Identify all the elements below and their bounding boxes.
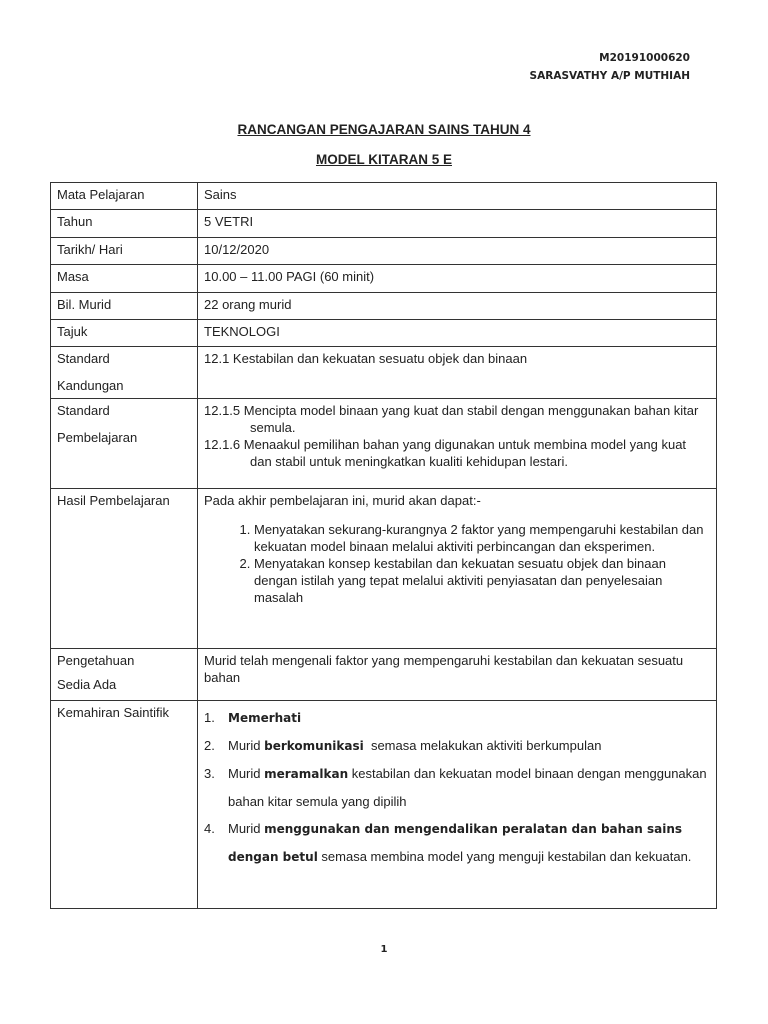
list-item [204,732,710,760]
label-pengetahuan [51,649,198,701]
value-bil-murid: 22 orang murid [198,293,717,320]
value-hasil-pembelajaran [198,489,717,649]
table-row [51,649,717,701]
table-row [51,347,717,399]
item-text-bold: menggunakan dan mengendalikan peralatan dan bahan sains dengan betul [228,822,683,864]
value-standard-kandungan: 12.1 Kestabilan dan kekuatan sesuatu objek dan binaan [198,347,717,399]
student-name: SARASVATHY A/P MUTHIAH [529,70,690,82]
item-text-bold: meramalkan [264,767,349,781]
label-kemahiran: Kemahiran Saintifik [51,701,198,909]
item-text-bold: Memerhati [228,711,302,725]
table-row [51,183,717,210]
document-title: RANCANGAN PENGAJARAN SAINS TAHUN 4 [237,122,531,137]
item-text [228,760,710,815]
label-line: Pembelajaran [57,430,138,445]
item-text-pre: Murid [228,738,265,753]
list-item: 1. Menyatakan sekurang-kurangnya 2 faktor yang mempengaruhi kestabilan dan kekuatan model binaan melalui aktiviti perbincangan dan eksperimen. [254,521,710,555]
hasil-intro: Pada akhir pembelajaran ini, murid akan dapat:- [204,493,481,508]
list-item [204,760,710,815]
label-line: Pengetahuan [57,653,135,668]
table-row [51,489,717,649]
standard-item: 12.1.5 Mencipta model binaan yang kuat dan stabil dengan menggunakan bahan kitar semula. [204,403,699,435]
label-line: Standard [57,351,110,366]
label-hasil-pembelajaran: Hasil Pembelajaran [51,489,198,649]
label-line: Standard [57,403,110,418]
list-item: 2. Menyatakan konsep kestabilan dan kekuatan sesuatu objek dan binaan dengan istilah yang tepat melalui aktiviti penyiasatan dan penyelesaian masalah [254,555,710,606]
list-item [204,815,710,871]
value-mata-pelajaran: Sains [198,183,717,210]
label-tarikh: Tarikh/ Hari [51,238,198,265]
value-tarikh: 10/12/2020 [198,238,717,265]
item-text [228,704,710,732]
table-row [51,701,717,909]
item-text-post: semasa melakukan aktiviti berkumpulan [363,738,602,753]
value-tajuk: TEKNOLOGI [198,320,717,347]
item-number: 3. [204,766,215,781]
label-mata-pelajaran: Mata Pelajaran [51,183,198,210]
item-text-post: kestabilan dan kekuatan model binaan dengan menggunakan bahan kitar semula yang dipilih [228,766,707,809]
label-line: Kandungan [57,378,124,393]
item-text [228,815,710,871]
item-number: 4. [204,821,215,836]
label-standard-kandungan [51,347,198,399]
item-text [228,732,710,760]
value-pengetahuan: Murid telah mengenali faktor yang mempengaruhi kestabilan dan kekuatan sesuatu bahan [198,649,717,701]
table-row [51,320,717,347]
label-masa: Masa [51,265,198,293]
item-text-pre: Murid [228,821,265,836]
table-row [51,399,717,489]
standard-item: 12.1.6 Menaakul pemilihan bahan yang digunakan untuk membina model yang kuat dan stabil untuk meningkatkan kualiti kehidupan lestari. [204,437,687,469]
table-row [51,265,717,293]
item-text-bold: berkomunikasi [264,739,364,753]
label-line: Sedia Ada [57,677,117,692]
table-row [51,210,717,238]
table-row [51,238,717,265]
label-tajuk: Tajuk [51,320,198,347]
item-text-post: semasa membina model yang menguji kestabilan dan kekuatan. [317,849,692,864]
item-number: 1. [204,710,215,725]
document-subtitle: MODEL KITARAN 5 E [315,152,452,167]
list-item [204,704,710,732]
page-number: 1 [380,944,388,955]
value-kemahiran [198,701,717,909]
lesson-plan-table [50,182,717,909]
value-tahun: 5 VETRI [198,210,717,238]
value-standard-pembelajaran [198,399,717,489]
hasil-list [204,521,710,606]
label-bil-murid: Bil. Murid [51,293,198,320]
item-number: 2. [204,738,215,753]
student-id: M20191000620 [599,52,690,64]
value-masa: 10.00 – 11.00 PAGI (60 minit) [198,265,717,293]
item-text-pre: Murid [228,766,265,781]
header-student-info [520,49,690,85]
label-standard-pembelajaran [51,399,198,489]
table-row [51,293,717,320]
label-tahun: Tahun [51,210,198,238]
